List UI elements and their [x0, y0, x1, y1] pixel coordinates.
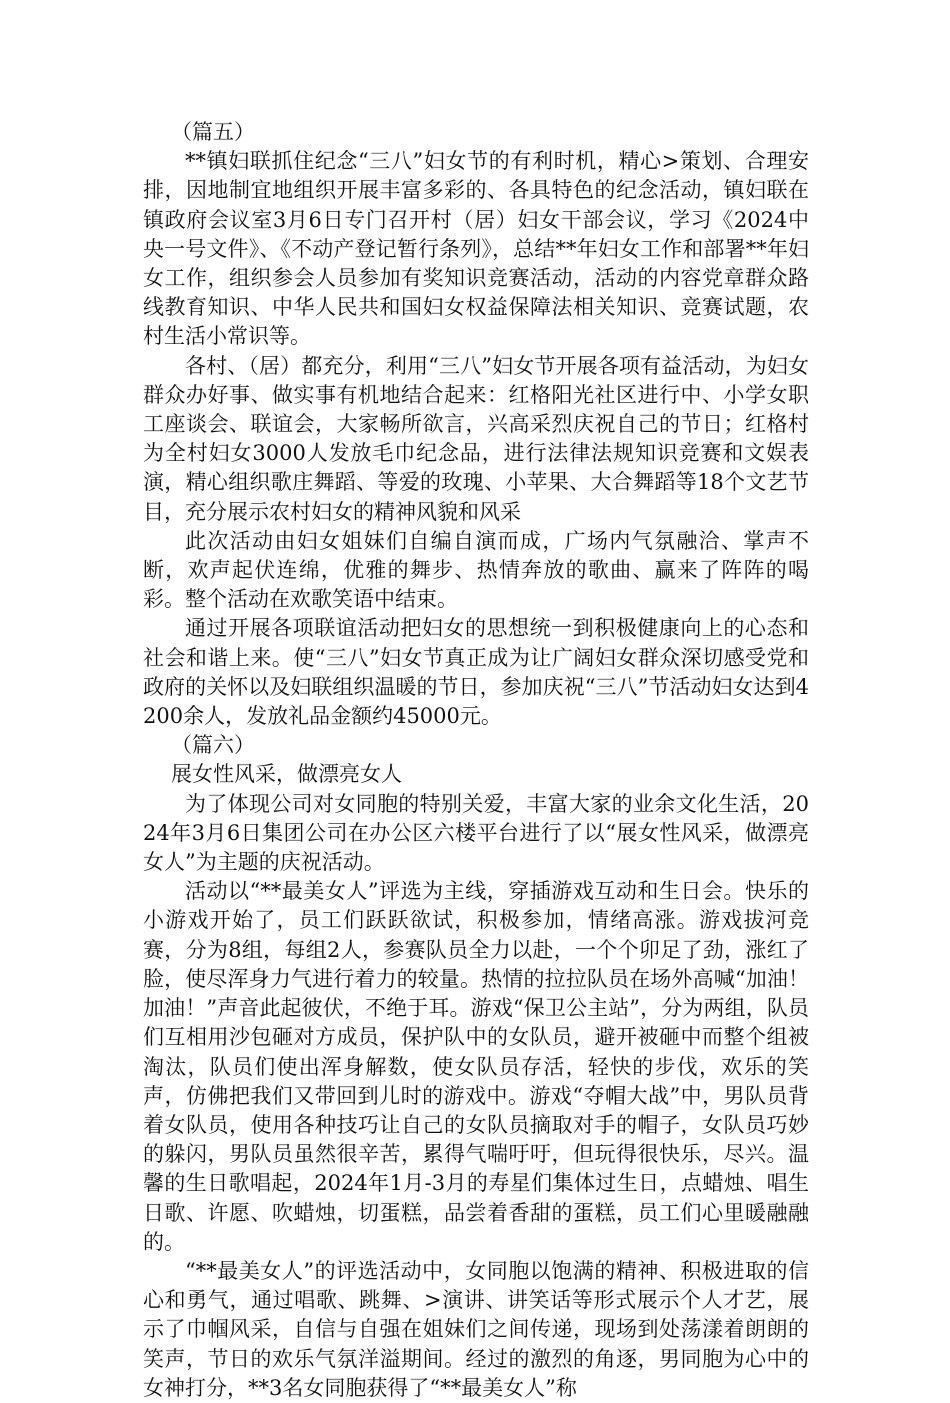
paragraph: 为了体现公司对女同胞的特别关爱，丰富大家的业余文化生活，2024年3月6日集团公司在办公区六楼平台进行了以“展女性风采，做漂亮女人”为主题的庆祝活动。	[143, 791, 809, 875]
paragraph: 各村、（居）都充分，利用“三八”妇女节开展各项有益活动，为妇女群众办好事、做实事有机地结合起来：红格阳光社区进行中、小学女职工座谈会、联谊会，大家畅所欲言，兴高采烈庆祝自己的节日；红格村为全村妇女3000人发放毛巾纪念品，进行法律法规知识竞赛和文娱表演，精心组织歌庄舞蹈、等爱的玫瑰、小苹果、大合舞蹈等18个文艺节目，充分展示农村妇女的精神风貌和风采	[143, 353, 809, 524]
paragraph: “**最美女人”的评选活动中，女同胞以饱满的精神、积极进取的信心和勇气，通过唱歌、跳舞、>演讲、讲笑话等形式展示个人才艺，展示了巾帼风采，自信与自强在姐妹们之间传递，现场到处荡漾着朗朗的笑声，节日的欢乐气氛洋溢期间。经过的激烈的角逐，男同胞为心中的女神打分，**3名女同胞获得了“**最美女人”称	[143, 1258, 809, 1400]
section-subtitle: 展女性风采，做漂亮女人	[171, 762, 402, 787]
section-heading-six: （篇六）	[171, 733, 255, 758]
paragraph: 通过开展各项联谊活动把妇女的思想统一到积极健康向上的心态和社会和谐上来。使“三八”妇女节真正成为让广阔妇女群众深切感受党和政府的关怀以及妇联组织温暖的节日，参加庆祝“三八”节活动妇女达到4200余人，发放礼品金额约45000元。	[143, 616, 809, 729]
paragraph: 此次活动由妇女姐妹们自编自演而成，广场内气氛融洽、掌声不断，欢声起伏连绵，优雅的舞步、热情奔放的歌曲、赢来了阵阵的喝彩。整个活动在欢歌笑语中结束。	[143, 528, 809, 612]
paragraph: 活动以“**最美女人”评选为主线，穿插游戏互动和生日会。快乐的小游戏开始了，员工们跃跃欲试，积极参加，情绪高涨。游戏拔河竞赛，分为8组，每组2人，参赛队员全力以赴，一个个卯足了劲，涨红了脸，使尽浑身力气进行着力的较量。热情的拉拉队员在场外高喊“加油！加油！”声音此起彼伏，不绝于耳。游戏“保卫公主站”，分为两组，队员们互相用沙包砸对方成员，保护队中的女队员，避开被砸中而整个组被淘汰，队员们使出浑身解数，使女队员存活，轻快的步伐，欢乐的笑声，仿佛把我们又带回到儿时的游戏中。游戏“夺帽大战”中，男队员背着女队员，使用各种技巧让自己的女队员摘取对手的帽子，女队员巧妙的躲闪，男队员虽然很辛苦，累得气喘吁吁，但玩得很快乐，尽兴。温馨的生日歌唱起，2024年1月-3月的寿星们集体过生日，点蜡烛、唱生日歌、许愿、吹蜡烛，切蛋糕，品尝着香甜的蛋糕，员工们心里暖融融的。	[143, 879, 809, 1254]
paragraph: **镇妇联抓住纪念“三八”妇女节的有利时机，精心>策划、合理安排，因地制宜地组织开展丰富多彩的、各具特色的纪念活动，镇妇联在镇政府会议室3月6日专门召开村（居）妇女干部会议，学习《2024中央一号文件》、《不动产登记暂行条列》，总结**年妇女工作和部署**年妇女工作，组织参会人员参加有奖知识竞赛活动，活动的内容党章群众路线教育知识、中华人民共和国妇女权益保障法相关知识、竞赛试题，农村生活小常识等。	[143, 149, 809, 349]
document-page	[143, 118, 809, 1403]
section-heading-five: （篇五）	[171, 120, 255, 144]
